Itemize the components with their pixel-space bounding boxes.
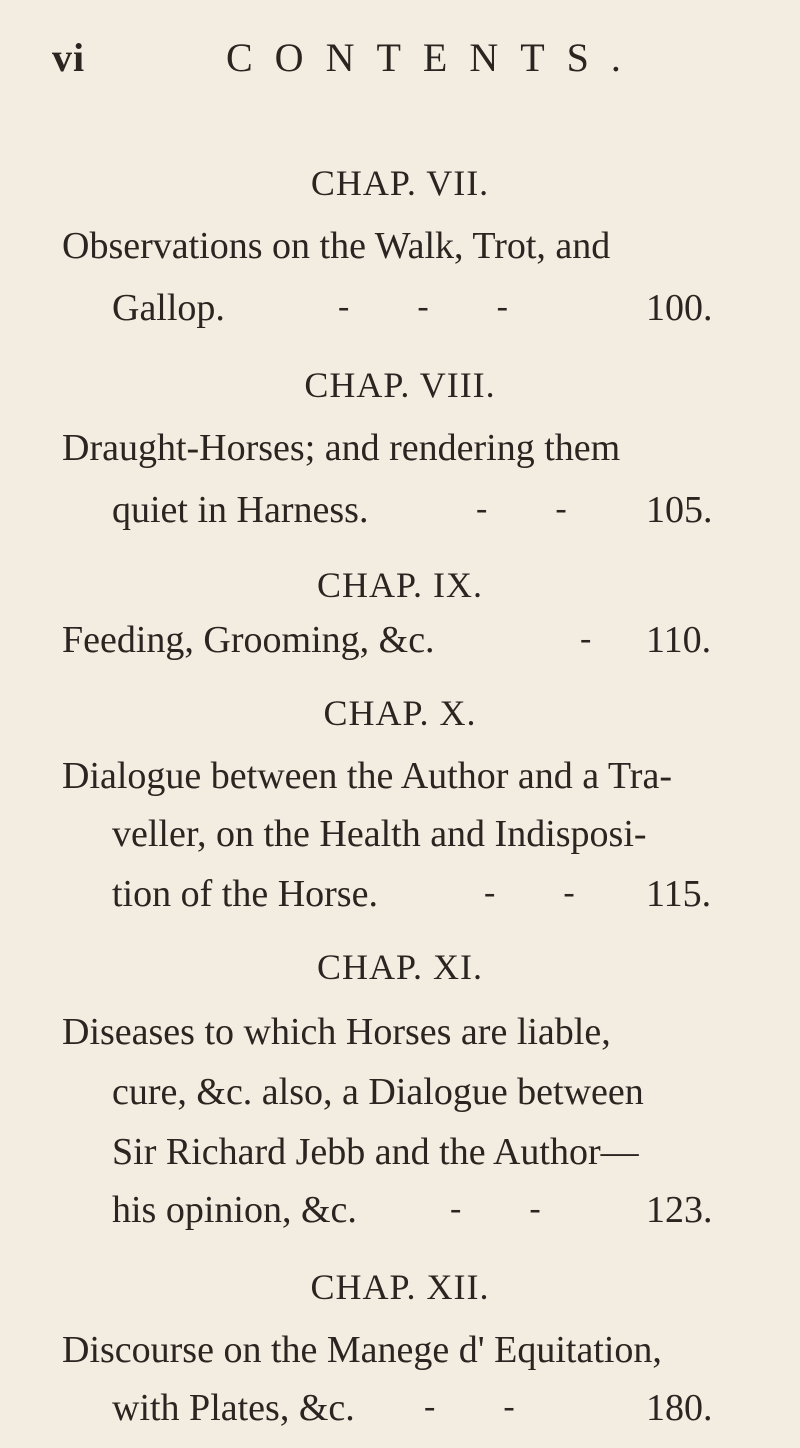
page-number: 110. — [646, 619, 712, 661]
page-header — [0, 32, 800, 92]
chapter-heading: CHAP. X. — [323, 693, 477, 733]
chapter-heading: CHAP. VII. — [310, 163, 490, 203]
page-number: 115. — [646, 873, 712, 915]
chapter-heading: CHAP. XII. — [310, 1267, 490, 1307]
entry-line: Diseases to which Horses are liable, — [62, 1011, 611, 1053]
entry-line: with Plates, &c. — [112, 1387, 355, 1429]
entry-line: Feeding, Grooming, &c. — [62, 619, 435, 661]
dot-leaders: - — [580, 620, 592, 657]
page-number: 123. — [646, 1189, 713, 1231]
chapter-heading: CHAP. VIII. — [304, 365, 496, 405]
entry-line: Sir Richard Jebb and the Author— — [112, 1131, 639, 1173]
page-number: 100. — [646, 287, 713, 329]
entry-line: Dialogue between the Author and a Tra- — [62, 755, 672, 797]
dot-leaders: - - - — [338, 288, 508, 325]
entry-line: Observations on the Walk, Trot, and — [62, 225, 611, 267]
dot-leaders: - - — [424, 1388, 515, 1425]
running-title: CONTENTS. — [226, 35, 643, 80]
chapter-heading: CHAP. XI. — [316, 947, 484, 987]
entry-line: cure, &c. also, a Dialogue between — [112, 1071, 644, 1113]
entry-line: veller, on the Health and Indisposi- — [112, 813, 647, 855]
dot-leaders: - - — [484, 874, 575, 911]
entry-line: quiet in Harness. — [112, 489, 369, 531]
dot-leaders: - - — [476, 490, 567, 527]
entry-line: Gallop. — [112, 287, 225, 329]
page-number: 180. — [646, 1387, 713, 1429]
chapter-heading: CHAP. IX. — [316, 565, 484, 605]
folio-number: vi — [52, 35, 86, 80]
dot-leaders: - - — [450, 1190, 541, 1227]
entry-line: Discourse on the Manege d' Equitation, — [62, 1329, 662, 1371]
entry-line: tion of the Horse. — [112, 873, 378, 915]
entry-line: Draught-Horses; and rendering them — [62, 427, 621, 469]
page-number: 105. — [646, 489, 713, 531]
entry-line: his opinion, &c. — [112, 1189, 357, 1231]
